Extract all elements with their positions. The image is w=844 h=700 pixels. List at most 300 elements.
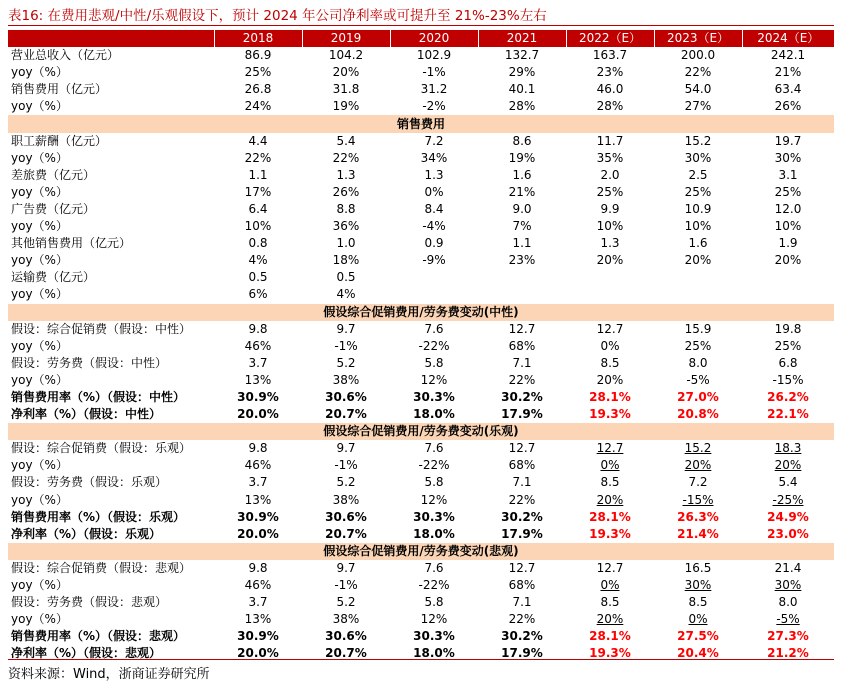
table-row xyxy=(8,509,834,526)
value-cell: 17.9% xyxy=(501,646,543,661)
row-label: 职工薪酬（亿元） xyxy=(11,133,108,148)
value-cell: 7.6 xyxy=(424,321,444,336)
value-cell: 28.1% xyxy=(589,390,631,405)
value-cell: 22% xyxy=(684,65,712,80)
value-text: 0% xyxy=(600,578,620,593)
value-cell: 27.0% xyxy=(677,390,719,405)
value-cell: -2% xyxy=(422,99,446,114)
value-cell: 30.3% xyxy=(413,509,455,524)
value-cell: 38% xyxy=(332,492,360,507)
value-cell xyxy=(566,286,654,303)
row-label: 假设：劳务费（假设：悲观） xyxy=(11,595,168,610)
row-label: 净利率（%）（假设：悲观） xyxy=(11,646,162,661)
value-cell: 19% xyxy=(332,99,360,114)
value-cell: 18.0% xyxy=(413,646,455,661)
value-cell: 0% xyxy=(600,338,620,353)
header-cell: 2020 xyxy=(390,30,478,47)
value-cell: 21.4 xyxy=(774,560,802,575)
value-cell: 8.0 xyxy=(688,355,708,370)
value-cell: 17.9% xyxy=(501,407,543,422)
value-cell: 5.4 xyxy=(336,133,356,148)
table-row xyxy=(8,218,834,235)
value-cell: 7.1 xyxy=(512,475,532,490)
value-text: 0% xyxy=(600,458,620,473)
value-cell: 38% xyxy=(332,612,360,627)
value-cell xyxy=(390,286,478,303)
value-cell: 8.8 xyxy=(336,201,356,216)
table-row xyxy=(8,372,834,389)
value-cell xyxy=(654,611,742,628)
value-cell: 68% xyxy=(508,458,536,473)
value-cell: 8.5 xyxy=(600,595,620,610)
row-label: yoy（%） xyxy=(11,338,68,353)
row-label: yoy（%） xyxy=(11,458,68,473)
value-text: 30% xyxy=(684,578,712,593)
value-cell: 1.6 xyxy=(512,167,532,182)
value-cell: 12.7 xyxy=(596,321,624,336)
value-text: 20% xyxy=(596,492,624,507)
value-cell xyxy=(654,492,742,509)
value-cell: 9.0 xyxy=(512,201,532,216)
value-cell: 68% xyxy=(508,338,536,353)
value-cell: 30.3% xyxy=(413,629,455,644)
value-cell: 15.2 xyxy=(684,133,712,148)
value-text: -5% xyxy=(776,612,800,627)
value-cell: 20.0% xyxy=(237,646,279,661)
table-row xyxy=(8,184,834,201)
value-cell: 46% xyxy=(244,458,272,473)
value-cell xyxy=(742,611,834,628)
value-cell: 25% xyxy=(244,65,272,80)
value-cell: 21% xyxy=(774,65,802,80)
value-cell: 22% xyxy=(244,150,272,165)
value-cell: 46.0 xyxy=(596,82,624,97)
table-row xyxy=(8,98,834,115)
section-title: 假设综合促销费用/劳务费变动(悲观) xyxy=(8,543,834,560)
table-row xyxy=(8,355,834,372)
row-label: 运输费（亿元） xyxy=(11,270,96,285)
row-label: 假设：综合促销费（假设：悲观） xyxy=(11,560,192,575)
value-text: 20% xyxy=(684,458,712,473)
value-cell xyxy=(654,457,742,474)
value-cell: 30.2% xyxy=(501,629,543,644)
header-cell: 2023（E） xyxy=(654,30,742,47)
value-cell: 8.0 xyxy=(778,595,798,610)
row-label: 销售费用率（%）（假设：悲观） xyxy=(11,629,186,644)
row-label: yoy（%） xyxy=(11,287,68,302)
row-label: 差旅费（亿元） xyxy=(11,167,96,182)
value-cell: -22% xyxy=(418,338,450,353)
value-cell: 5.8 xyxy=(424,595,444,610)
value-cell: 34% xyxy=(420,150,448,165)
value-cell: 28% xyxy=(596,99,624,114)
value-cell: 104.2 xyxy=(328,48,364,63)
value-cell: -22% xyxy=(418,578,450,593)
value-cell: 46% xyxy=(244,338,272,353)
value-cell: 30.9% xyxy=(237,509,279,524)
value-cell xyxy=(742,577,834,594)
value-cell: 9.8 xyxy=(248,321,268,336)
value-cell: 12.7 xyxy=(508,560,536,575)
value-cell: 7% xyxy=(512,219,532,234)
header-cell: 2021 xyxy=(478,30,566,47)
table-row xyxy=(8,235,834,252)
value-cell xyxy=(566,611,654,628)
row-label: yoy（%） xyxy=(11,99,68,114)
row-label: yoy（%） xyxy=(11,253,68,268)
row-label: yoy（%） xyxy=(11,492,68,507)
value-cell: 10% xyxy=(596,219,624,234)
value-cell: 36% xyxy=(332,219,360,234)
forecast-table xyxy=(8,30,834,662)
value-cell: 242.1 xyxy=(770,48,806,63)
value-cell: 19.3% xyxy=(589,646,631,661)
value-cell: 13% xyxy=(244,612,272,627)
value-cell: 8.5 xyxy=(600,475,620,490)
value-cell: 22% xyxy=(508,612,536,627)
value-cell: 102.9 xyxy=(416,48,452,63)
value-cell: 9.8 xyxy=(248,441,268,456)
value-cell: 1.0 xyxy=(336,236,356,251)
value-cell: -9% xyxy=(422,253,446,268)
header-cell xyxy=(8,30,214,47)
value-cell: 63.4 xyxy=(774,82,802,97)
value-cell: 12.7 xyxy=(508,441,536,456)
table-row xyxy=(8,492,834,509)
row-label: 其他销售费用（亿元） xyxy=(11,236,132,251)
value-cell: 20% xyxy=(596,253,624,268)
row-label: yoy（%） xyxy=(11,612,68,627)
value-cell: 3.7 xyxy=(248,355,268,370)
value-cell xyxy=(654,577,742,594)
value-text: 30% xyxy=(774,578,802,593)
value-cell: 54.0 xyxy=(684,82,712,97)
value-cell xyxy=(478,269,566,286)
value-cell: 21.4% xyxy=(677,526,719,541)
value-cell: 35% xyxy=(596,150,624,165)
value-cell: 28% xyxy=(508,99,536,114)
value-cell: 19.8 xyxy=(774,321,802,336)
value-cell: 30.3% xyxy=(413,390,455,405)
value-cell xyxy=(566,457,654,474)
value-cell: 27.3% xyxy=(767,629,809,644)
value-cell: 1.1 xyxy=(512,236,532,251)
table-row xyxy=(8,338,834,355)
row-label: 销售费用（亿元） xyxy=(11,82,108,97)
value-cell: 29% xyxy=(508,65,536,80)
value-cell: 7.6 xyxy=(424,441,444,456)
value-cell: -5% xyxy=(686,372,710,387)
section-header-row xyxy=(8,304,834,321)
value-cell: 18.0% xyxy=(413,407,455,422)
value-cell: 30.6% xyxy=(325,509,367,524)
header-row xyxy=(8,30,834,47)
value-cell: 10% xyxy=(244,219,272,234)
value-cell: 12% xyxy=(420,612,448,627)
value-cell: 0.5 xyxy=(248,270,268,285)
value-cell: 30% xyxy=(684,150,712,165)
value-cell: 22% xyxy=(508,492,536,507)
value-cell: 3.7 xyxy=(248,475,268,490)
value-cell: 9.9 xyxy=(600,201,620,216)
value-cell xyxy=(742,269,834,286)
value-text: 18.3 xyxy=(774,441,802,456)
value-cell: 18.0% xyxy=(413,526,455,541)
value-cell: 6.4 xyxy=(248,201,268,216)
value-cell: 20.0% xyxy=(237,526,279,541)
table-row xyxy=(8,47,834,64)
value-cell: 20.8% xyxy=(677,407,719,422)
table-row xyxy=(8,577,834,594)
source-rule xyxy=(8,659,834,660)
value-cell: 27.5% xyxy=(677,629,719,644)
value-cell: 26% xyxy=(332,184,360,199)
value-cell xyxy=(654,286,742,303)
value-cell: 38% xyxy=(332,372,360,387)
source-note: 资料来源：Wind，浙商证券研究所 xyxy=(8,667,210,682)
value-cell: 10% xyxy=(774,219,802,234)
value-cell: 19.3% xyxy=(589,526,631,541)
value-cell: -15% xyxy=(772,372,804,387)
value-cell: 5.4 xyxy=(778,475,798,490)
value-cell: 5.8 xyxy=(424,475,444,490)
value-cell: 8.6 xyxy=(512,133,532,148)
value-cell xyxy=(566,577,654,594)
value-cell xyxy=(566,492,654,509)
value-cell: 26.2% xyxy=(767,390,809,405)
value-cell: 30.9% xyxy=(237,629,279,644)
table-row xyxy=(8,201,834,218)
row-label: 假设：劳务费（假设：乐观） xyxy=(11,475,168,490)
row-label: 假设：综合促销费（假设：乐观） xyxy=(11,441,192,456)
value-cell xyxy=(742,457,834,474)
value-cell: 9.7 xyxy=(336,441,356,456)
value-cell: 30.6% xyxy=(325,390,367,405)
value-cell: 30.9% xyxy=(237,390,279,405)
value-cell: 23.0% xyxy=(767,526,809,541)
value-cell: 12.0 xyxy=(774,201,802,216)
value-cell: 1.1 xyxy=(248,167,268,182)
value-cell xyxy=(742,492,834,509)
value-cell: 1.3 xyxy=(336,167,356,182)
table-row xyxy=(8,526,834,543)
value-cell: -1% xyxy=(334,578,358,593)
value-cell: -1% xyxy=(334,338,358,353)
row-label: 净利率（%）（假设：乐观） xyxy=(11,526,162,541)
value-cell: 28.1% xyxy=(589,509,631,524)
value-cell: 9.7 xyxy=(336,560,356,575)
row-label: 净利率（%）（假设：中性） xyxy=(11,407,162,422)
value-cell: 10.9 xyxy=(684,201,712,216)
table-row xyxy=(8,628,834,645)
value-cell: 25% xyxy=(774,184,802,199)
table-row xyxy=(8,150,834,167)
value-cell: 25% xyxy=(684,184,712,199)
row-label: 销售费用率（%）（假设：乐观） xyxy=(11,509,186,524)
value-cell: 20.0% xyxy=(237,407,279,422)
value-cell: 2.5 xyxy=(688,167,708,182)
value-cell: 20% xyxy=(596,372,624,387)
value-cell: 21% xyxy=(508,184,536,199)
value-cell: 7.2 xyxy=(688,475,708,490)
value-cell: 5.2 xyxy=(336,475,356,490)
value-cell: 2.0 xyxy=(600,167,620,182)
value-cell: 5.2 xyxy=(336,595,356,610)
value-cell: 19.3% xyxy=(589,407,631,422)
value-cell: 20.7% xyxy=(325,407,367,422)
value-cell: 3.1 xyxy=(778,167,798,182)
value-cell: 10% xyxy=(684,219,712,234)
value-cell: 8.5 xyxy=(600,355,620,370)
value-cell: 26.3% xyxy=(677,509,719,524)
value-cell: 132.7 xyxy=(504,48,540,63)
row-label: 假设：综合促销费（假设：中性） xyxy=(11,321,192,336)
value-cell: 31.2 xyxy=(420,82,448,97)
value-cell: -4% xyxy=(422,219,446,234)
row-label: yoy（%） xyxy=(11,372,68,387)
value-cell: 17% xyxy=(244,184,272,199)
value-cell: 7.1 xyxy=(512,355,532,370)
value-cell: 24.9% xyxy=(767,509,809,524)
value-cell: 8.4 xyxy=(424,201,444,216)
section-title: 假设综合促销费用/劳务费变动(乐观) xyxy=(8,423,834,440)
value-cell: 4.4 xyxy=(248,133,268,148)
value-text: -15% xyxy=(682,492,714,507)
value-cell: 28.1% xyxy=(589,629,631,644)
value-cell: 25% xyxy=(684,338,712,353)
row-label: yoy（%） xyxy=(11,578,68,593)
value-cell: 0.8 xyxy=(248,236,268,251)
table-row xyxy=(8,389,834,406)
value-cell xyxy=(566,440,654,457)
value-text: 15.2 xyxy=(684,441,712,456)
value-cell: 22% xyxy=(508,372,536,387)
value-cell: 3.7 xyxy=(248,595,268,610)
table-row xyxy=(8,440,834,457)
value-cell: 8.5 xyxy=(688,595,708,610)
value-cell: 30% xyxy=(774,150,802,165)
value-cell: 0% xyxy=(424,184,444,199)
value-cell: 0.5 xyxy=(336,270,356,285)
value-cell: 7.1 xyxy=(512,595,532,610)
value-cell: 200.0 xyxy=(680,48,716,63)
value-text: 0% xyxy=(688,612,708,627)
value-cell: 26.8 xyxy=(244,82,272,97)
table-row xyxy=(8,474,834,491)
value-cell: 27% xyxy=(684,99,712,114)
section-header-row xyxy=(8,543,834,560)
value-text: 20% xyxy=(774,458,802,473)
value-cell: 12% xyxy=(420,492,448,507)
value-cell: 68% xyxy=(508,578,536,593)
value-cell: 20% xyxy=(684,253,712,268)
table-row xyxy=(8,560,834,577)
value-cell: 1.3 xyxy=(424,167,444,182)
value-cell: 11.7 xyxy=(596,133,624,148)
value-cell: 40.1 xyxy=(508,82,536,97)
row-label: 假设：劳务费（假设：中性） xyxy=(11,355,168,370)
value-cell: 20.7% xyxy=(325,526,367,541)
value-cell: 22% xyxy=(332,150,360,165)
table-row xyxy=(8,81,834,98)
value-cell xyxy=(478,286,566,303)
value-cell: 23% xyxy=(508,253,536,268)
table-row xyxy=(8,64,834,81)
value-cell: 25% xyxy=(774,338,802,353)
value-cell: 25% xyxy=(596,184,624,199)
row-label: yoy（%） xyxy=(11,150,68,165)
table-row xyxy=(8,167,834,184)
value-cell: 12% xyxy=(420,372,448,387)
header-cell: 2019 xyxy=(302,30,390,47)
section-header-row xyxy=(8,115,834,132)
value-cell: 4% xyxy=(248,253,268,268)
value-cell: 30.6% xyxy=(325,629,367,644)
table-row xyxy=(8,321,834,338)
value-cell: 7.2 xyxy=(424,133,444,148)
value-cell: 9.7 xyxy=(336,321,356,336)
value-cell xyxy=(390,269,478,286)
value-cell: 13% xyxy=(244,372,272,387)
value-cell: 18% xyxy=(332,253,360,268)
table-row xyxy=(8,594,834,611)
table-row xyxy=(8,286,834,303)
value-cell: 46% xyxy=(244,578,272,593)
value-cell: 1.9 xyxy=(778,236,798,251)
value-cell: 163.7 xyxy=(592,48,628,63)
value-cell: 31.8 xyxy=(332,82,360,97)
value-cell: 30.2% xyxy=(501,390,543,405)
section-title: 销售费用 xyxy=(8,115,834,132)
value-cell xyxy=(742,440,834,457)
row-label: 营业总收入（亿元） xyxy=(11,48,120,63)
value-cell: 7.6 xyxy=(424,560,444,575)
value-cell: 1.3 xyxy=(600,236,620,251)
value-cell: 16.5 xyxy=(684,560,712,575)
value-cell xyxy=(654,440,742,457)
header-cell: 2018 xyxy=(214,30,302,47)
header-cell: 2022（E） xyxy=(566,30,654,47)
table-row xyxy=(8,269,834,286)
value-cell: -1% xyxy=(422,65,446,80)
value-cell: 5.2 xyxy=(336,355,356,370)
value-cell: 5.8 xyxy=(424,355,444,370)
value-cell: 1.6 xyxy=(688,236,708,251)
value-cell xyxy=(566,269,654,286)
value-text: -25% xyxy=(772,492,804,507)
value-cell: 12.7 xyxy=(596,560,624,575)
section-title: 假设综合促销费用/劳务费变动(中性) xyxy=(8,304,834,321)
table-row xyxy=(8,252,834,269)
value-cell: 15.9 xyxy=(684,321,712,336)
title-rule xyxy=(8,25,834,26)
row-label: yoy（%） xyxy=(11,65,68,80)
table-row xyxy=(8,611,834,628)
value-cell: 20% xyxy=(332,65,360,80)
value-cell: 4% xyxy=(336,287,356,302)
table-row xyxy=(8,133,834,150)
value-cell: 20.4% xyxy=(677,646,719,661)
table-body xyxy=(8,47,834,662)
value-cell: 21.2% xyxy=(767,646,809,661)
section-header-row xyxy=(8,423,834,440)
value-cell: 6% xyxy=(248,287,268,302)
value-cell: 12.7 xyxy=(508,321,536,336)
value-cell: 13% xyxy=(244,492,272,507)
value-cell: 20% xyxy=(774,253,802,268)
table-row xyxy=(8,457,834,474)
value-cell xyxy=(742,286,834,303)
